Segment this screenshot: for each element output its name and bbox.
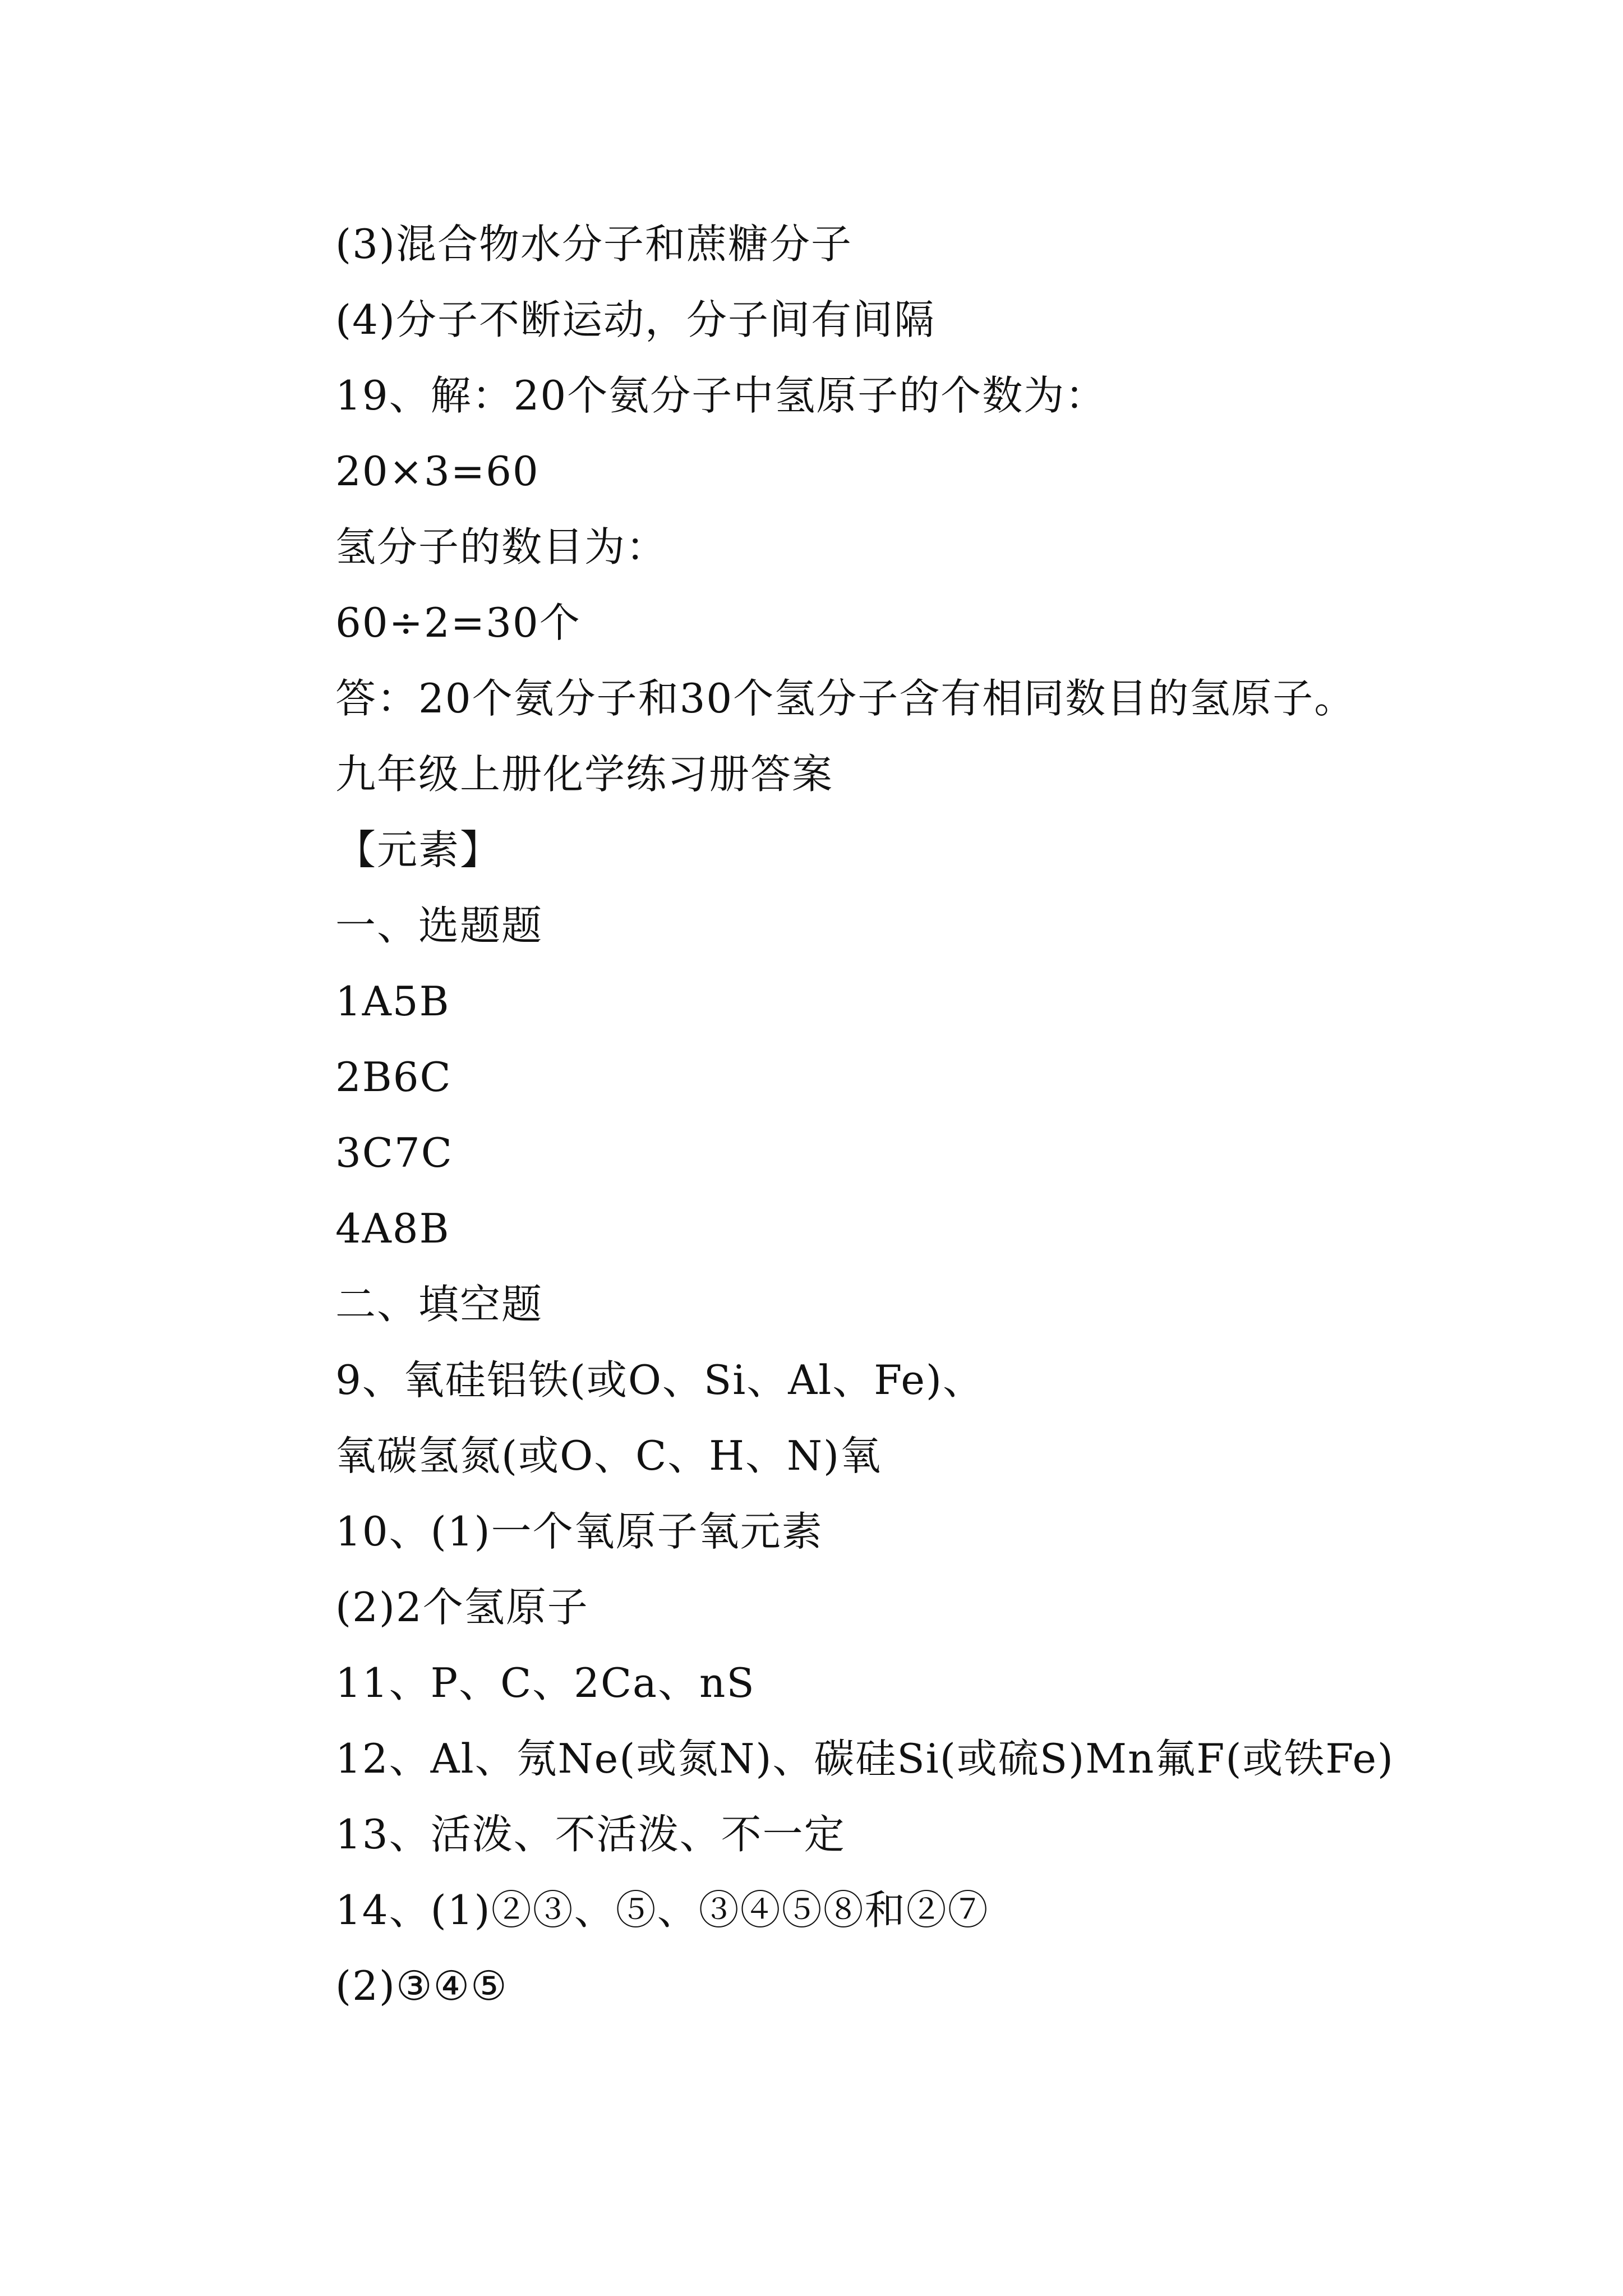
calculation-line: 60÷2=30个 — [335, 599, 581, 646]
section-title: 九年级上册化学练习册答案 — [335, 751, 834, 798]
choice-answer-row: 4A8B — [335, 1205, 450, 1252]
part-heading-multiple-choice: 一、选题题 — [335, 902, 543, 949]
answer-line-11: 11、P、C、2Ca、nS — [335, 1659, 755, 1706]
choice-answer-row: 3C7C — [335, 1129, 453, 1176]
hydrogen-molecule-count-label: 氢分子的数目为： — [335, 523, 668, 570]
answer-line-9: 9、氧硅铝铁(或O、Si、Al、Fe)、 — [335, 1356, 985, 1404]
answer-line-13: 13、活泼、不活泼、不一定 — [335, 1811, 846, 1858]
answer-statement: 答：20个氨分子和30个氢分子含有相同数目的氢原子。 — [335, 675, 1356, 722]
answer-line-14-2: (2)③④⑤ — [335, 1962, 508, 2009]
answer-text-block — [335, 206, 1513, 2024]
answer-line-14-1: 14、(1)②③、⑤、③④⑤⑧和②⑦ — [335, 1887, 989, 1934]
choice-answer-row: 1A5B — [335, 978, 450, 1025]
part-heading-fill-in: 二、填空题 — [335, 1281, 543, 1328]
answer-line-10-2: (2)2个氢原子 — [335, 1584, 589, 1631]
answer-line-10-1: 10、(1)一个氧原子氧元素 — [335, 1508, 823, 1555]
answer-line-12: 12、Al、氖Ne(或氮N)、碳硅Si(或硫S)Mn氟F(或铁Fe) — [335, 1735, 1395, 1782]
choice-answer-row: 2B6C — [335, 1053, 452, 1101]
answer-line-18-4: (4)分子不断运动，分子间有间隔 — [335, 296, 935, 343]
question-19-solution: 19、解：20个氨分子中氢原子的个数为： — [335, 372, 1107, 419]
answer-line-18-3: (3)混合物水分子和蔗糖分子 — [335, 220, 852, 268]
calculation-line: 20×3=60 — [335, 448, 540, 495]
chapter-heading: 【元素】 — [335, 826, 502, 873]
answer-line-9-continued: 氧碳氢氮(或O、C、H、N)氧 — [335, 1432, 882, 1479]
